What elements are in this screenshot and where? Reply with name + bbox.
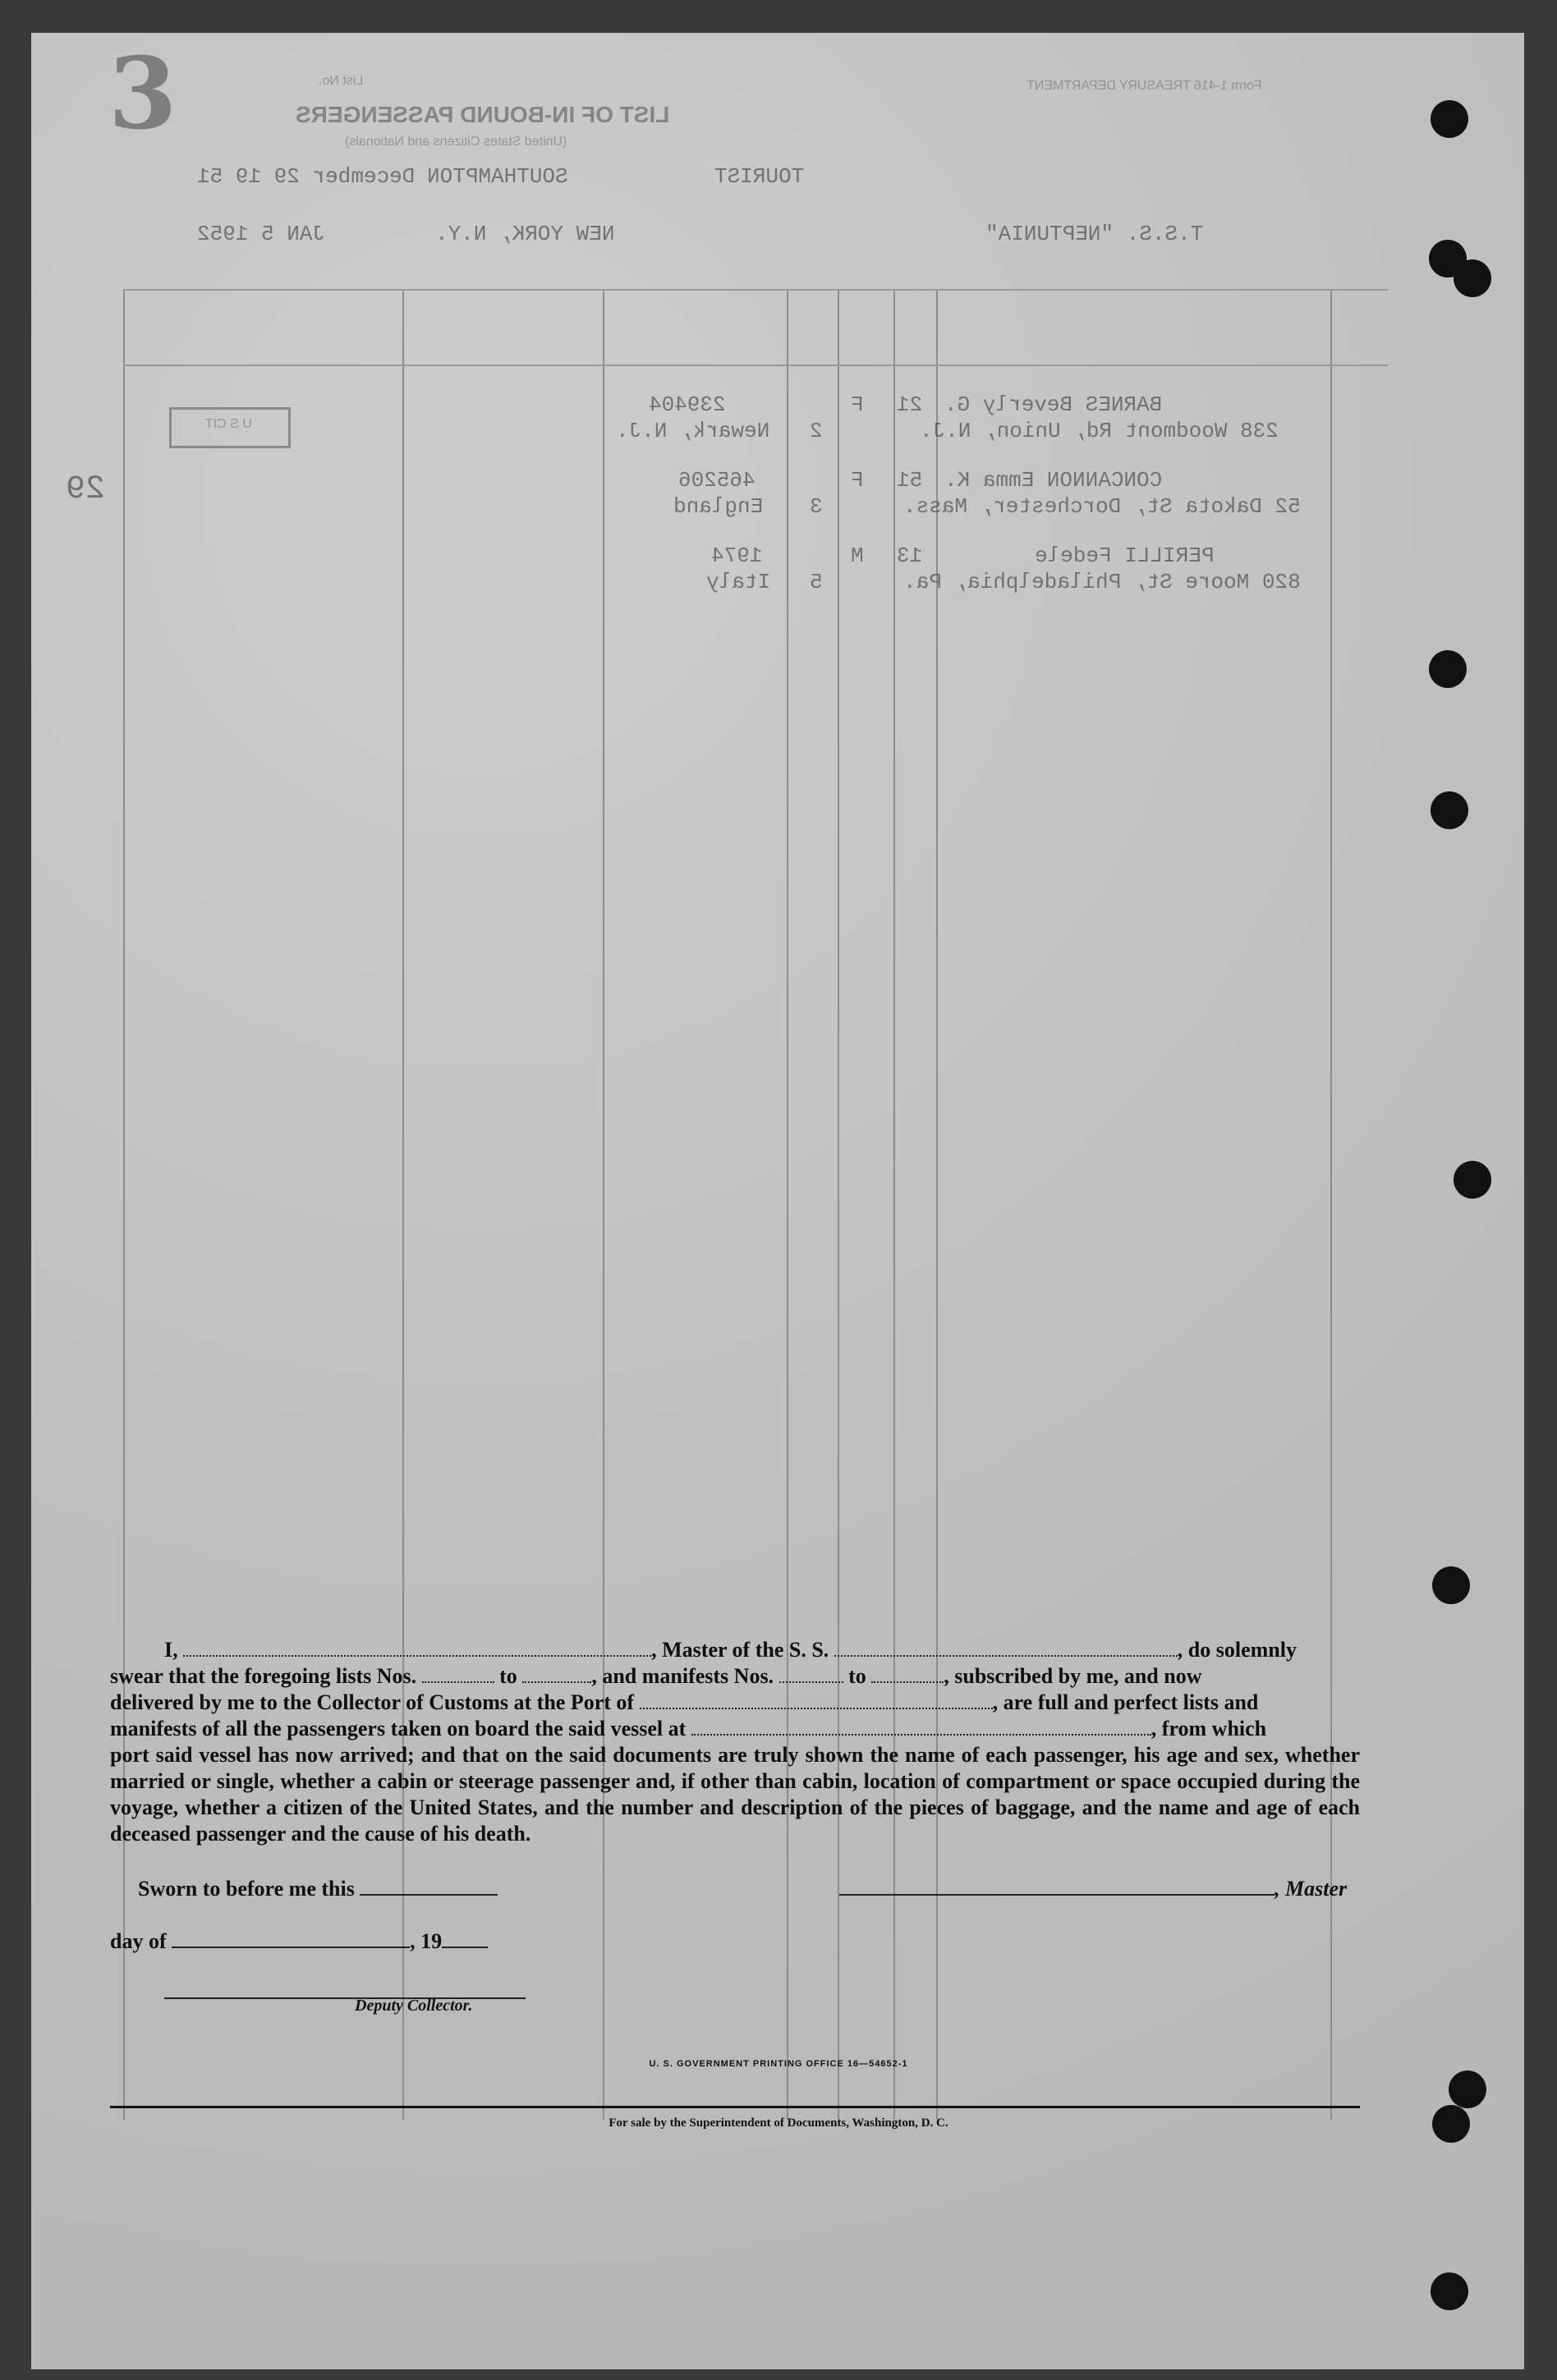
ghost-place: Newark, N.J.	[616, 419, 770, 443]
day-of-label: day of	[110, 1929, 167, 1953]
ghost-place: England	[673, 494, 764, 519]
ghost-passenger-name: PERILLI Fedele	[1035, 543, 1215, 568]
ghost-passenger-name: BARNES Beverly G.	[944, 392, 1163, 417]
master-signature-field[interactable]	[839, 1879, 1275, 1896]
ghost-vessel: T.S.S. "NEPTUNIA"	[985, 222, 1204, 246]
ghost-passenger-address: 238 Woodmont Rd, Union, N.J.	[920, 419, 1279, 443]
oath-lists-nos: swear that the foregoing lists Nos.	[110, 1664, 417, 1688]
ghost-form-corner: Form 1-416 TREASURY DEPARTMENT	[1027, 79, 1262, 93]
year-prefix: , 19	[410, 1929, 443, 1953]
master-signature-line	[839, 1877, 1347, 1901]
ghost-place: Italy	[706, 570, 771, 594]
ghost-arrival-date: JAN 5 1952	[197, 222, 326, 246]
departure-port-field[interactable]	[691, 1719, 1151, 1736]
punch-hole	[1431, 791, 1468, 829]
oath-delivered: delivered by me to the Collector of Customs at the Port of	[110, 1690, 635, 1714]
master-name-field[interactable]	[183, 1640, 651, 1657]
printing-office-note: U. S. GOVERNMENT PRINTING OFFICE 16—54652-1	[649, 2059, 908, 2069]
citizen-stamp-text: U S CIT	[205, 417, 252, 431]
deputy-collector-label: Deputy Collector.	[355, 1997, 473, 2015]
ghost-passport: 465206	[678, 468, 756, 493]
punch-hole	[1449, 2070, 1486, 2108]
oath-to-1: to	[499, 1664, 517, 1688]
ghost-passenger-age: 13	[897, 543, 923, 568]
punch-hole	[1429, 650, 1467, 688]
handwritten-list-number: 3	[108, 36, 177, 152]
lists-to-field[interactable]	[522, 1667, 591, 1683]
manifests-to-field[interactable]	[871, 1667, 944, 1683]
ghost-passenger-age: 21	[897, 392, 923, 417]
day-of-line	[110, 1929, 488, 1954]
ghost-passport: 1974	[711, 543, 763, 568]
lists-from-field[interactable]	[422, 1667, 494, 1683]
ghost-arrival-port: NEW YORK, N.Y.	[435, 222, 615, 246]
oath-master-of: , Master of the S. S.	[651, 1638, 829, 1662]
document-sheet	[31, 33, 1524, 2369]
footer-rule	[110, 2106, 1360, 2108]
ghost-passenger-sex: F	[851, 468, 864, 493]
ghost-passenger-address: 820 Moore St, Philadelphia, Pa.	[903, 570, 1301, 594]
oath-full-perfect: , are full and perfect lists and	[992, 1690, 1259, 1714]
margin-mark: 29	[66, 471, 106, 508]
ghost-passenger-address: 52 Dakota St, Dorchester, Mass.	[903, 494, 1301, 519]
oath-to-2: to	[848, 1664, 866, 1688]
for-sale-note: For sale by the Superintendent of Documents, Washington, D. C.	[609, 2116, 948, 2130]
ghost-from-port: SOUTHAMPTON	[427, 164, 568, 189]
year-field[interactable]	[442, 1932, 488, 1948]
punch-hole	[1431, 2272, 1468, 2310]
sworn-label: Sworn to before me this	[138, 1877, 355, 1901]
ghost-baggage: 5	[810, 570, 823, 594]
ghost-form-subtitle: (United States Citizens and Nationals)	[345, 135, 567, 149]
oath-body: port said vessel has now arrived; and that on the said documents are truly shown the name of each passenger, his age and sex, whether married or single, whether a cabin or steerage passenger and, if other than cabin, location of compartment or space occupied during the voyage, whether a citizen of the United States, and the number and description of the pieces of baggage, and the name and age of each deceased passenger and the cause of his death.	[110, 1743, 1360, 1846]
punch-hole	[1454, 1161, 1491, 1199]
ghost-baggage: 2	[810, 419, 823, 443]
oath-subscribed: , subscribed by me, and now	[944, 1664, 1202, 1688]
grid-line	[123, 365, 1388, 366]
ghost-passenger-sex: F	[851, 392, 864, 417]
manifests-from-field[interactable]	[779, 1667, 843, 1683]
sworn-date-field[interactable]	[360, 1879, 498, 1896]
punch-hole	[1431, 100, 1468, 138]
ghost-class: TOURIST	[714, 164, 805, 189]
ghost-passenger-name: CONCANNON Emma K.	[944, 468, 1163, 493]
month-field[interactable]	[172, 1932, 410, 1948]
master-label: , Master	[1275, 1877, 1348, 1901]
ghost-passenger-age: 51	[897, 468, 923, 493]
punch-hole	[1432, 1566, 1470, 1604]
ghost-passenger-sex: M	[851, 543, 864, 568]
oath-manifests-all: manifests of all the passengers taken on board the said vessel at	[110, 1717, 687, 1740]
port-field[interactable]	[640, 1693, 993, 1709]
oath-from-which: , from which	[1151, 1717, 1267, 1740]
ghost-list-no: List No.	[319, 74, 364, 88]
ghost-form-title: LIST OF IN-BOUND PASSENGERS	[296, 102, 670, 127]
oath-manifests-nos: , and manifests Nos.	[591, 1664, 774, 1688]
punch-hole	[1454, 259, 1491, 297]
ghost-passport: 239404	[649, 392, 726, 417]
oath-i: I,	[164, 1638, 178, 1662]
sworn-line	[138, 1877, 498, 1901]
oath-solemnly: , do solemnly	[1177, 1638, 1297, 1662]
grid-line	[123, 289, 1388, 291]
ghost-baggage: 3	[810, 494, 823, 519]
master-oath-paragraph	[110, 1637, 1360, 1847]
ghost-date-sailed: December 29 19 51	[197, 164, 416, 189]
vessel-name-field[interactable]	[834, 1640, 1178, 1657]
